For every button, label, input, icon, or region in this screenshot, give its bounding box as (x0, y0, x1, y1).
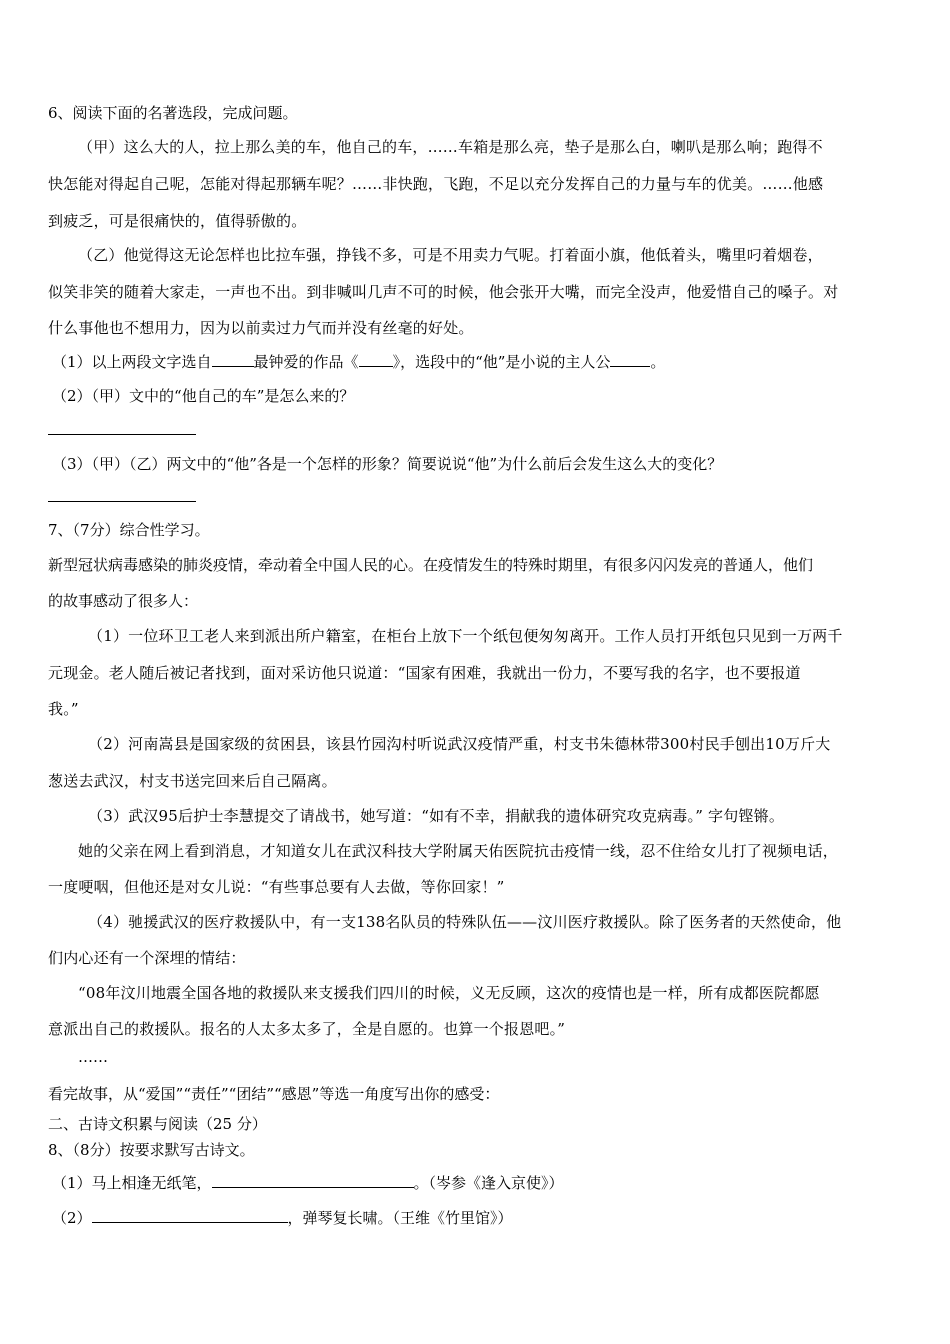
story-line: 我。” (48, 700, 79, 718)
poem-blank-1[interactable] (212, 1173, 414, 1188)
q7-ellipsis: …… (78, 1048, 108, 1066)
sub1-text-c: 》，选段中的“他”是小说的主人公 (392, 353, 611, 371)
sub1-text-a: （1）以上两段文字选自 (52, 353, 212, 371)
story-line: “08年汶川地震全国各地的救援队来支援我们四川的时候，义无反顾，这次的疫情也是一样，所有成都医院都愿 (78, 984, 820, 1002)
sub1-text-d: 。 (650, 353, 666, 371)
q8-line-2 (52, 1208, 908, 1228)
q7-prompt: 看完故事，从“爱国”“责任”“团结”“感恩”等选一角度写出你的感受： (48, 1085, 500, 1103)
story-line: 元现金。老人随后被记者找到，面对采访他只说道：“国家有困难，我就出一份力，不要写我的名字，也不要报道 (48, 664, 801, 682)
q8-line1-source: 。（岑参《逢入京使》） (413, 1174, 564, 1192)
q6-sub3: （3）（甲）（乙）两文中的“他”各是一个怎样的形象？简要说说“他”为什么前后会发生这么大的变化？ (52, 455, 723, 473)
q8-title: 8、（8分）按要求默写古诗文。 (48, 1141, 255, 1159)
q8-line-1 (52, 1173, 908, 1193)
author-blank[interactable] (212, 352, 254, 367)
story-line: 们内心还有一个深埋的情结： (48, 949, 246, 967)
q7-intro: 的故事感动了很多人： (48, 592, 199, 610)
section-title: 二、古诗文积累与阅读（25 分） (48, 1115, 267, 1133)
poem-blank-2[interactable] (92, 1208, 288, 1223)
q7-intro: 新型冠状病毒感染的肺炎疫情，牵动着全中国人民的心。在疫情发生的特殊时期里，有很多闪闪发亮的普通人，他们 (48, 556, 814, 574)
q6-sub1 (52, 352, 908, 372)
q6-title: 6、阅读下面的名著选段，完成问题。 (48, 104, 298, 122)
story-line: 意派出自己的救援队。报名的人太多太多了，全是自愿的。也算一个报恩吧。” (48, 1020, 566, 1038)
q8-line2-label: （2） (52, 1209, 92, 1227)
q8-line1-text: （1）马上相逢无纸笔， (52, 1174, 212, 1192)
protagonist-blank[interactable] (610, 352, 650, 367)
passage-line: （甲）这么大的人，拉上那么美的车，他自己的车，……车箱是那么亮，垫子是那么白，喇叭是那么响；跑得不 (78, 138, 823, 156)
story-line: （4）驰援武汉的医疗救援队中，有一支138名队员的特殊队伍——汶川医疗救援队。除了医务者的天然使命，他 (88, 913, 842, 931)
story-line: （1）一位环卫工老人来到派出所户籍室，在柜台上放下一个纸包便匆匆离开。工作人员打开纸包只见到一万两千 (88, 627, 843, 645)
book-title-blank[interactable] (359, 352, 393, 367)
passage-line: 什么事他也不想用力，因为以前卖过力气而并没有丝毫的好处。 (48, 319, 474, 337)
story-line: 一度哽咽，但他还是对女儿说：“有些事总要有人去做，等你回家！” (48, 878, 505, 896)
passage-line: 似笑非笑的随着大家走，一声也不出。到非喊叫几声不可的时候，他会张开大嘴，而完全没声，他爱惜自己的嗓子。对 (48, 283, 839, 301)
passage-line: 到疲乏，可是很痛快的，值得骄傲的。 (48, 212, 307, 230)
story-line: 葱送去武汉，村支书送完回来后自己隔离。 (48, 772, 337, 790)
story-line: （2）河南嵩县是国家级的贫困县，该县竹园沟村听说武汉疫情严重，村支书朱德林带300村民手刨出10万斤大 (88, 735, 831, 753)
answer-line-sub2[interactable] (48, 434, 196, 435)
q8-line2-text: ，弹琴复长啸。（王维《竹里馆》） (287, 1209, 513, 1227)
q7-title: 7、（7分）综合性学习。 (48, 521, 210, 539)
passage-line: （乙）他觉得这无论怎样也比拉车强，挣钱不多，可是不用卖力气呢。打着面小旗，他低着头，嘴里叼着烟卷， (78, 246, 823, 264)
passage-line: 快怎能对得起自己呢，怎能对得起那辆车呢？……非快跑，飞跑，不足以充分发挥自己的力量与车的优美。……他感 (48, 175, 824, 193)
story-line: （3）武汉95后护士李慧提交了请战书，她写道：“如有不幸，捐献我的遗体研究攻克病毒。” 字句铿锵。 (88, 807, 785, 825)
sub1-text-b: 最钟爱的作品《 (253, 353, 359, 371)
q6-sub2: （2）（甲）文中的“他自己的车”是怎么来的？ (52, 387, 355, 405)
story-line: 她的父亲在网上看到消息，才知道女儿在武汉科技大学附属天佑医院抗击疫情一线，忍不住给女儿打了视频电话， (78, 842, 839, 860)
answer-line-sub3[interactable] (48, 501, 196, 502)
